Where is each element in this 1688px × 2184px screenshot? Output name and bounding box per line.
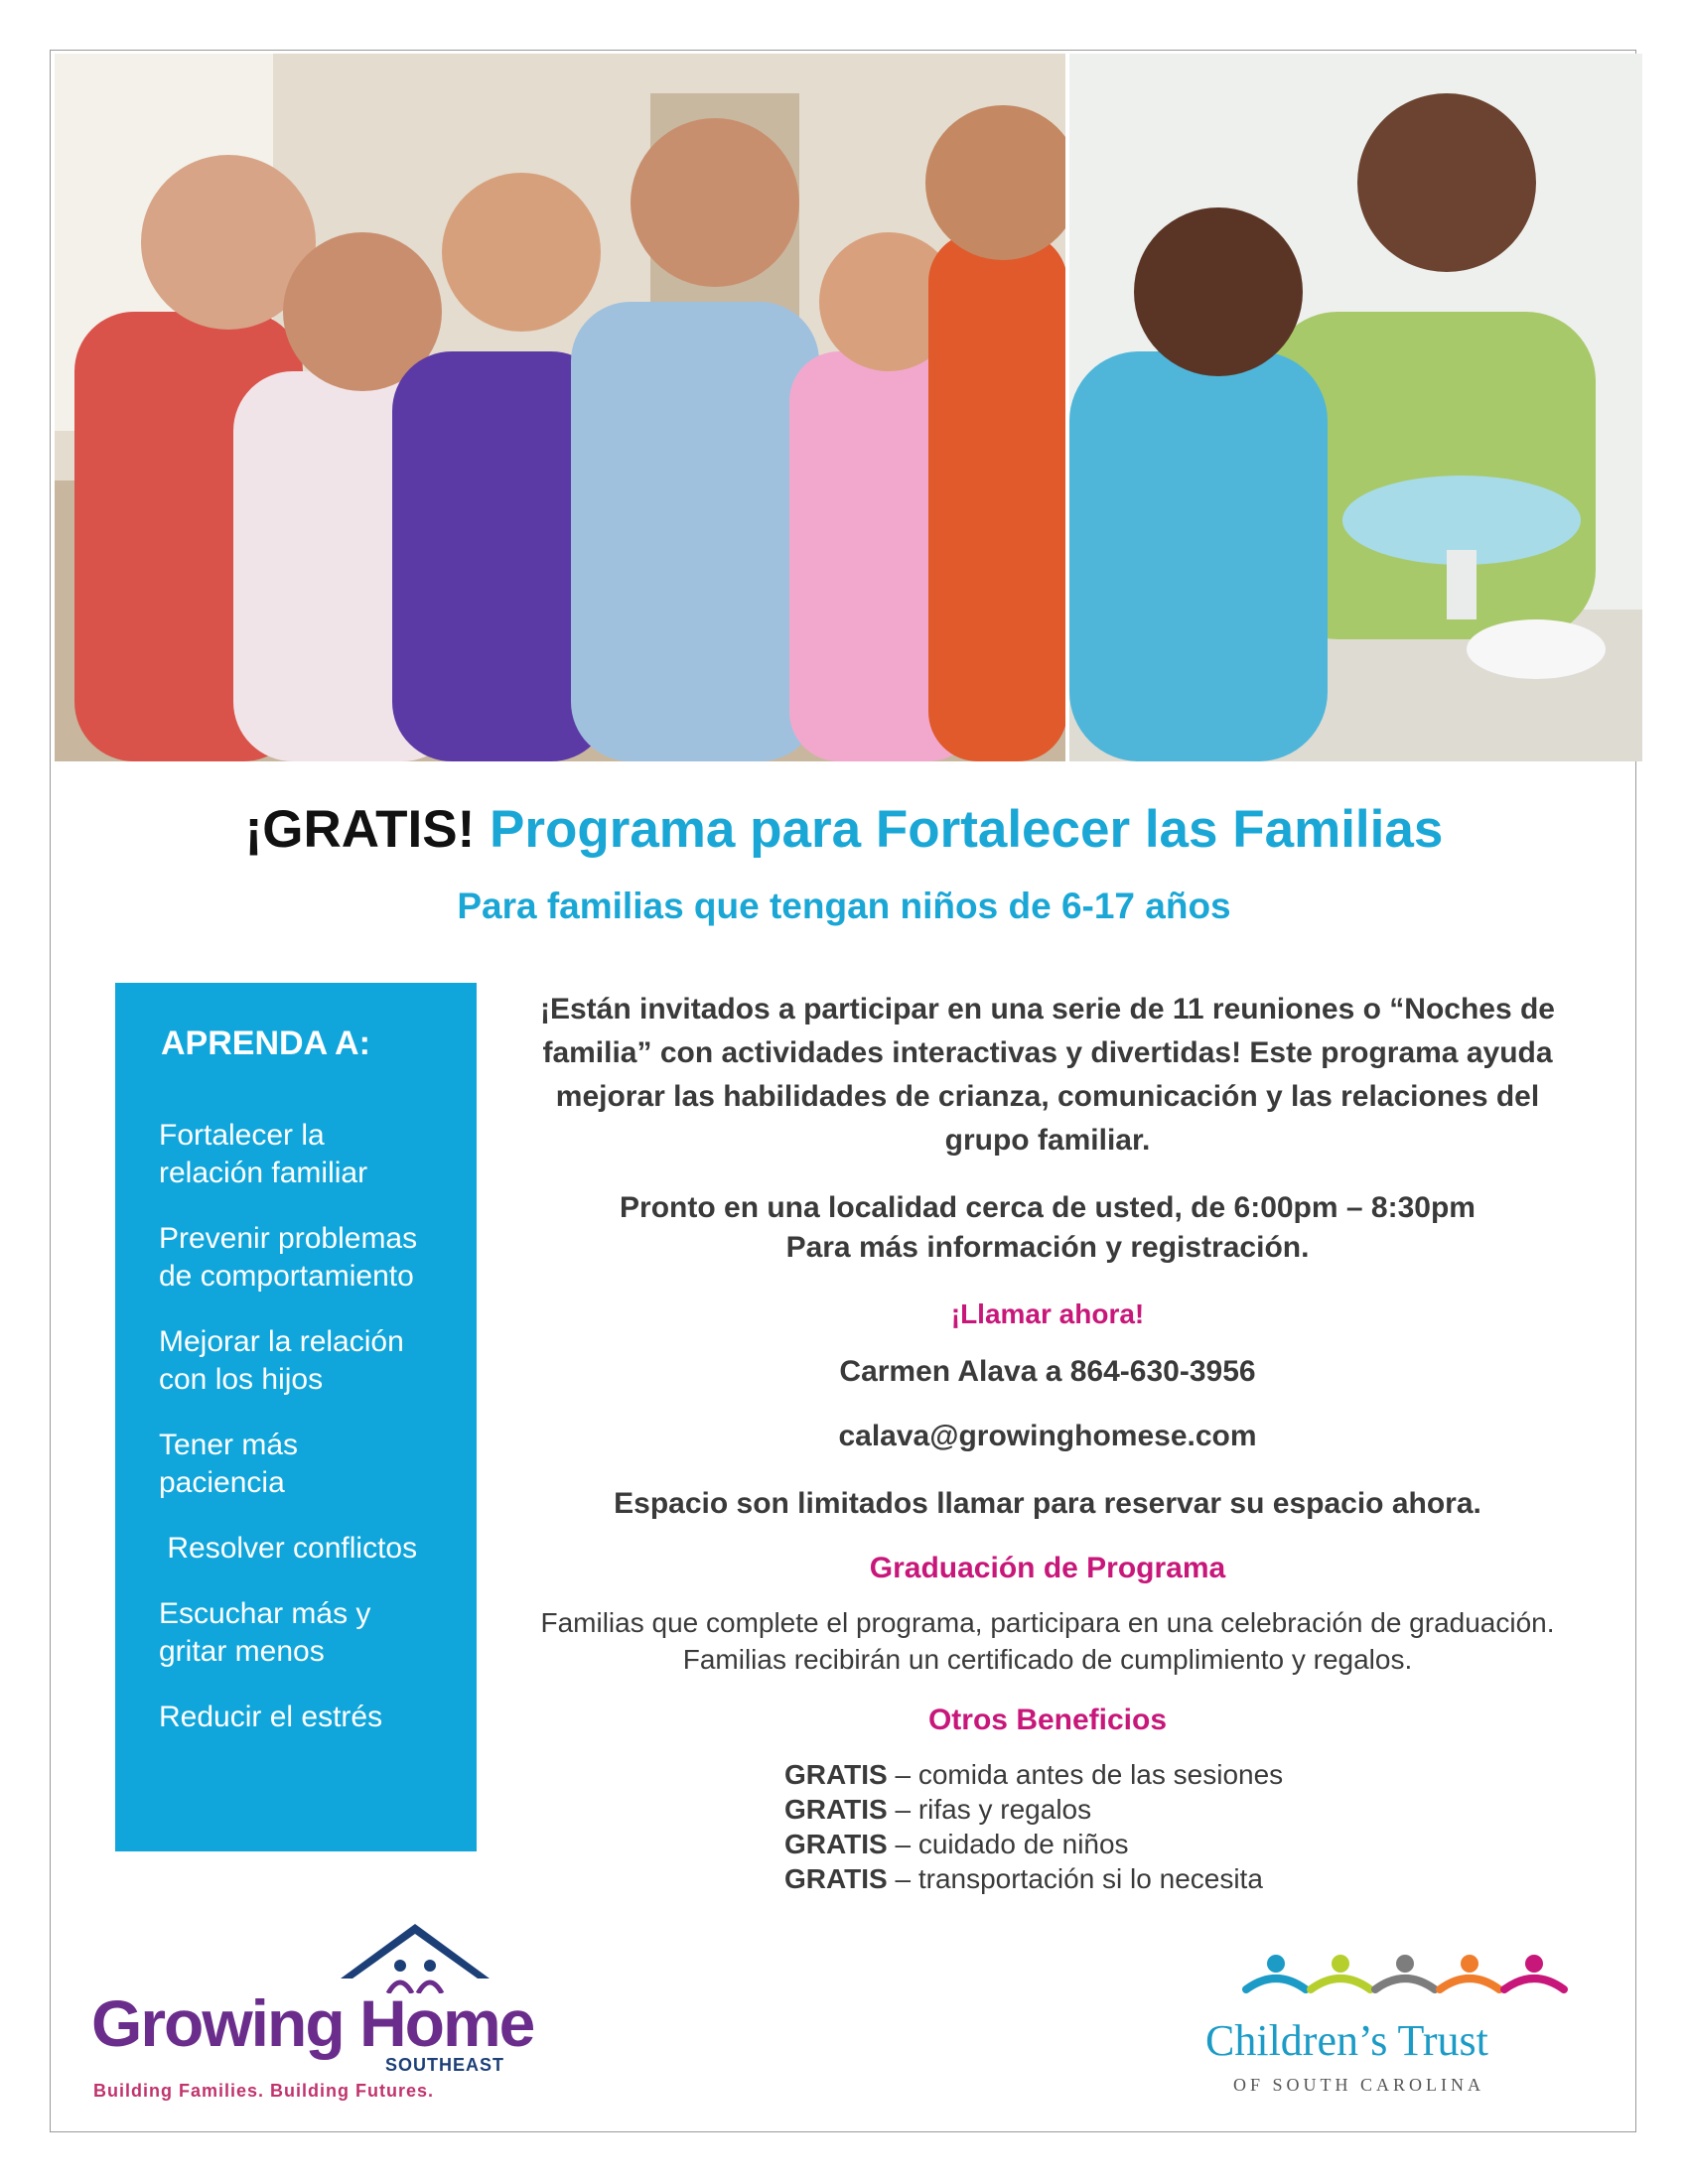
call-now: ¡Llamar ahora! xyxy=(950,1298,1145,1329)
benefits-title: Otros Beneficios xyxy=(927,1704,1168,1736)
intro-text: ¡Están invitados a participar en una serie de 11 reuniones o “Noches de familia” con actividades interactivas y divertidas! Este programa ayuda mejorar las habilidades de crianza, comunicación y las relaciones del grupo familiar. xyxy=(540,993,1555,1157)
contact-phone[interactable]: Carmen Alava a 864-630-3956 xyxy=(839,1355,1256,1388)
learn-item: Prevenir problemas de comportamiento xyxy=(159,1222,418,1293)
contact-email[interactable]: calava@growinghomese.com xyxy=(838,1420,1257,1452)
graduation-title: Graduación de Programa xyxy=(869,1552,1226,1584)
learn-item: Escuchar más y gritar menos xyxy=(159,1597,371,1668)
learn-item: Mejorar la relación con los hijos xyxy=(159,1325,404,1396)
benefit-item: GRATIS – cuidado de niños xyxy=(784,1829,1129,1859)
benefit-item: GRATIS – comida antes de las sesiones xyxy=(784,1759,1284,1790)
growing-home-tagline: Building Families. Building Futures. xyxy=(93,2081,435,2101)
registration-line: Para más información y registración. xyxy=(785,1231,1310,1264)
childrens-trust-logo xyxy=(1201,1946,1599,2105)
schedule-line: Pronto en una localidad cerca de usted, de 6:00pm – 8:30pm xyxy=(620,1191,1476,1224)
graduation-text: Familias que complete el programa, participara en una celebración de graduación. Familias recibirán un certificado de cumplimiento y regalos. xyxy=(540,1607,1555,1675)
page-title xyxy=(0,799,1688,860)
free-label: ¡GRATIS! xyxy=(244,800,476,859)
limited-space-note: Espacio son limitados llamar para reservar su espacio ahora. xyxy=(614,1487,1481,1520)
baking-photo xyxy=(1069,54,1642,761)
learn-item: Tener más paciencia xyxy=(159,1429,299,1499)
growing-home-logo xyxy=(87,1924,584,2103)
learn-item: Resolver conflictos xyxy=(159,1532,418,1565)
learn-item: Fortalecer la relación familiar xyxy=(159,1119,368,1189)
learn-item: Reducir el estrés xyxy=(159,1701,383,1733)
schedule xyxy=(526,1188,1569,1268)
family-photo xyxy=(55,54,1065,761)
growing-home-wordmark: Growing Home xyxy=(91,1986,534,2060)
childrens-trust-wordmark: Children’s Trust xyxy=(1205,2016,1488,2065)
childrens-trust-subtitle: OF SOUTH CAROLINA xyxy=(1233,2075,1485,2095)
benefit-item: GRATIS – rifas y regalos xyxy=(784,1794,1092,1825)
house-icon xyxy=(341,1924,490,1993)
learn-box xyxy=(115,983,477,1851)
benefit-item: GRATIS – transportación si lo necesita xyxy=(784,1863,1263,1894)
benefits-list xyxy=(784,1757,1283,1896)
people-icon xyxy=(1241,1950,1569,2009)
age-subtitle: Para familias que tengan niños de 6-17 años xyxy=(457,886,1231,926)
learn-title: APRENDA A: xyxy=(161,1024,370,1062)
program-title: Programa para Fortalecer las Familias xyxy=(489,800,1444,859)
learn-list xyxy=(159,1117,477,1764)
southeast-label: SOUTHEAST xyxy=(385,2055,505,2075)
